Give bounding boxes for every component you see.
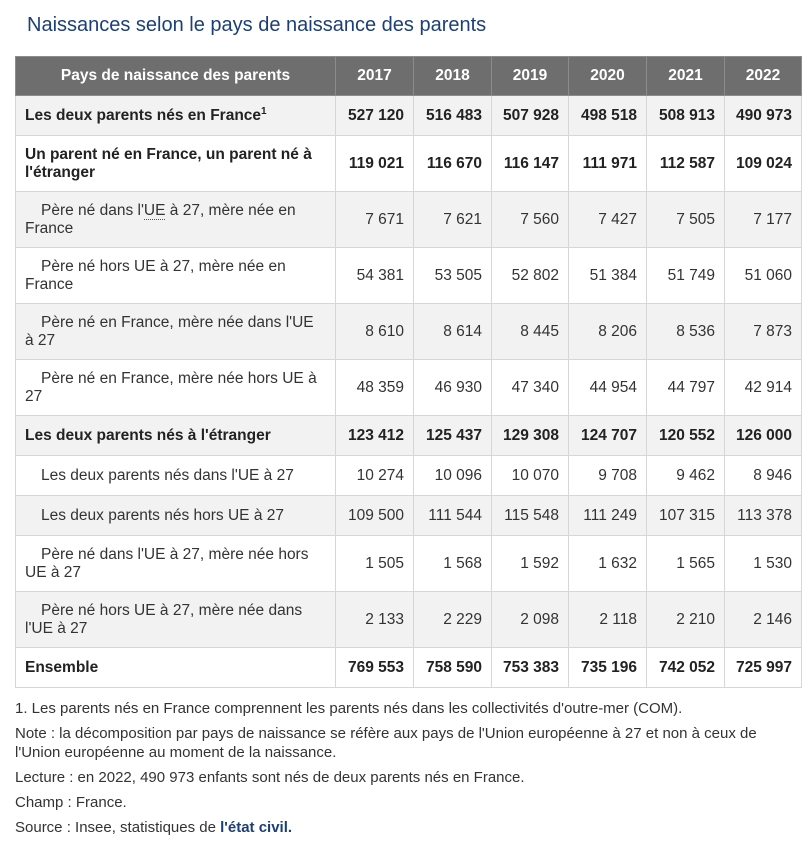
cell-value: 46 930 xyxy=(414,360,492,416)
table-row xyxy=(16,496,802,536)
cell-value: 10 274 xyxy=(336,456,414,496)
row-label: Père né hors UE à 27, mère née dans l'UE à 27 xyxy=(16,592,336,648)
table-row xyxy=(16,456,802,496)
cell-value: 8 206 xyxy=(569,304,647,360)
cell-value: 47 340 xyxy=(492,360,569,416)
ue-abbreviation: UE xyxy=(143,201,166,219)
row-label: Les deux parents nés dans l'UE à 27 xyxy=(16,456,336,496)
table-row xyxy=(16,192,802,248)
table-row xyxy=(16,304,802,360)
column-header-year: 2017 xyxy=(336,57,414,96)
row-label: Les deux parents nés en France$^1$ xyxy=(16,96,336,136)
cell-value: 7 505 xyxy=(647,192,725,248)
cell-value: 123 412 xyxy=(336,416,414,456)
cell-value: 109 500 xyxy=(336,496,414,536)
row-label: Ensemble xyxy=(16,648,336,688)
cell-value: 498 518 xyxy=(569,96,647,136)
cell-value: 2 098 xyxy=(492,592,569,648)
table-row xyxy=(16,416,802,456)
cell-value: 742 052 xyxy=(647,648,725,688)
cell-value: 1 568 xyxy=(414,536,492,592)
table-row-total xyxy=(16,648,802,688)
row-label: Les deux parents nés hors UE à 27 xyxy=(16,496,336,536)
cell-value: 7 621 xyxy=(414,192,492,248)
cell-value: 53 505 xyxy=(414,248,492,304)
cell-value: 8 445 xyxy=(492,304,569,360)
table-row xyxy=(16,248,802,304)
cell-value: 8 614 xyxy=(414,304,492,360)
cell-value: 113 378 xyxy=(725,496,802,536)
cell-value: 112 587 xyxy=(647,136,725,192)
cell-value: 111 544 xyxy=(414,496,492,536)
footnote-marker: 1 xyxy=(261,105,267,117)
cell-value: 2 118 xyxy=(569,592,647,648)
table-header-row xyxy=(16,57,802,96)
column-header-year: 2021 xyxy=(647,57,725,96)
cell-value: 116 670 xyxy=(414,136,492,192)
column-header-label: Pays de naissance des parents xyxy=(16,57,336,96)
cell-value: 527 120 xyxy=(336,96,414,136)
cell-value: 44 797 xyxy=(647,360,725,416)
table-row xyxy=(16,136,802,192)
cell-value: 10 070 xyxy=(492,456,569,496)
cell-value: 116 147 xyxy=(492,136,569,192)
cell-value: 10 096 xyxy=(414,456,492,496)
row-label: Père né en France, mère née dans l'UE à 27 xyxy=(16,304,336,360)
cell-value: 44 954 xyxy=(569,360,647,416)
cell-value: 51 060 xyxy=(725,248,802,304)
cell-value: 2 210 xyxy=(647,592,725,648)
cell-value: 2 229 xyxy=(414,592,492,648)
column-header-year: 2018 xyxy=(414,57,492,96)
cell-value: 51 384 xyxy=(569,248,647,304)
cell-value: 8 946 xyxy=(725,456,802,496)
table-row xyxy=(16,592,802,648)
source-link[interactable]: l'état civil. xyxy=(220,819,293,836)
cell-value: 125 437 xyxy=(414,416,492,456)
cell-value: 119 021 xyxy=(336,136,414,192)
cell-value: 2 146 xyxy=(725,592,802,648)
cell-value: 52 802 xyxy=(492,248,569,304)
cell-value: 8 610 xyxy=(336,304,414,360)
cell-value: 129 308 xyxy=(492,416,569,456)
row-label: Père né hors UE à 27, mère née en France xyxy=(16,248,336,304)
cell-value: 109 024 xyxy=(725,136,802,192)
cell-value: 51 749 xyxy=(647,248,725,304)
column-header-year: 2020 xyxy=(569,57,647,96)
cell-value: 120 552 xyxy=(647,416,725,456)
cell-value: 769 553 xyxy=(336,648,414,688)
cell-value: 1 530 xyxy=(725,536,802,592)
cell-value: 111 971 xyxy=(569,136,647,192)
cell-value: 7 671 xyxy=(336,192,414,248)
table-row xyxy=(16,536,802,592)
cell-value: 2 133 xyxy=(336,592,414,648)
cell-value: 753 383 xyxy=(492,648,569,688)
row-label: Père né dans l'UE à 27, mère née hors UE à 27 xyxy=(16,536,336,592)
table-row xyxy=(16,96,802,136)
cell-value: 9 462 xyxy=(647,456,725,496)
cell-value: 124 707 xyxy=(569,416,647,456)
cell-value: 42 914 xyxy=(725,360,802,416)
column-header-year: 2022 xyxy=(725,57,802,96)
births-table xyxy=(15,56,802,688)
cell-value: 1 632 xyxy=(569,536,647,592)
table-row xyxy=(16,360,802,416)
row-label: Père né en France, mère née hors UE à 27 xyxy=(16,360,336,416)
cell-value: 9 708 xyxy=(569,456,647,496)
row-label: Un parent né en France, un parent né à l'étranger xyxy=(16,136,336,192)
reading-guide: Lecture : en 2022, 490 973 enfants sont nés de deux parents nés en France. xyxy=(15,769,525,786)
cell-value: 508 913 xyxy=(647,96,725,136)
cell-value: 115 548 xyxy=(492,496,569,536)
cell-value: 7 560 xyxy=(492,192,569,248)
column-header-year: 2019 xyxy=(492,57,569,96)
source: Source : Insee, statistiques de l'état civil. xyxy=(15,819,293,836)
cell-value: 1 592 xyxy=(492,536,569,592)
row-label: Les deux parents nés à l'étranger xyxy=(16,416,336,456)
cell-value: 7 177 xyxy=(725,192,802,248)
footnote: 1. Les parents nés en France comprennent les parents nés dans les collectivités d'outre-mer (COM). xyxy=(15,700,683,717)
note: Note : la décomposition par pays de naissance se réfère aux pays de l'Union européenne à 27 et non à ceux de l'Union européenne au moment de la naissance. xyxy=(15,725,757,761)
cell-value: 725 997 xyxy=(725,648,802,688)
cell-value: 7 427 xyxy=(569,192,647,248)
cell-value: 735 196 xyxy=(569,648,647,688)
page-title: Naissances selon le pays de naissance des parents xyxy=(27,14,487,36)
cell-value: 107 315 xyxy=(647,496,725,536)
cell-value: 111 249 xyxy=(569,496,647,536)
cell-value: 758 590 xyxy=(414,648,492,688)
cell-value: 1 565 xyxy=(647,536,725,592)
cell-value: 54 381 xyxy=(336,248,414,304)
cell-value: 7 873 xyxy=(725,304,802,360)
cell-value: 507 928 xyxy=(492,96,569,136)
row-label: Père né dans l'UE à 27, mère née en France xyxy=(16,192,336,248)
scope: Champ : France. xyxy=(15,794,127,811)
cell-value: 126 000 xyxy=(725,416,802,456)
cell-value: 516 483 xyxy=(414,96,492,136)
cell-value: 8 536 xyxy=(647,304,725,360)
cell-value: 48 359 xyxy=(336,360,414,416)
cell-value: 490 973 xyxy=(725,96,802,136)
cell-value: 1 505 xyxy=(336,536,414,592)
table-notes xyxy=(15,699,801,843)
